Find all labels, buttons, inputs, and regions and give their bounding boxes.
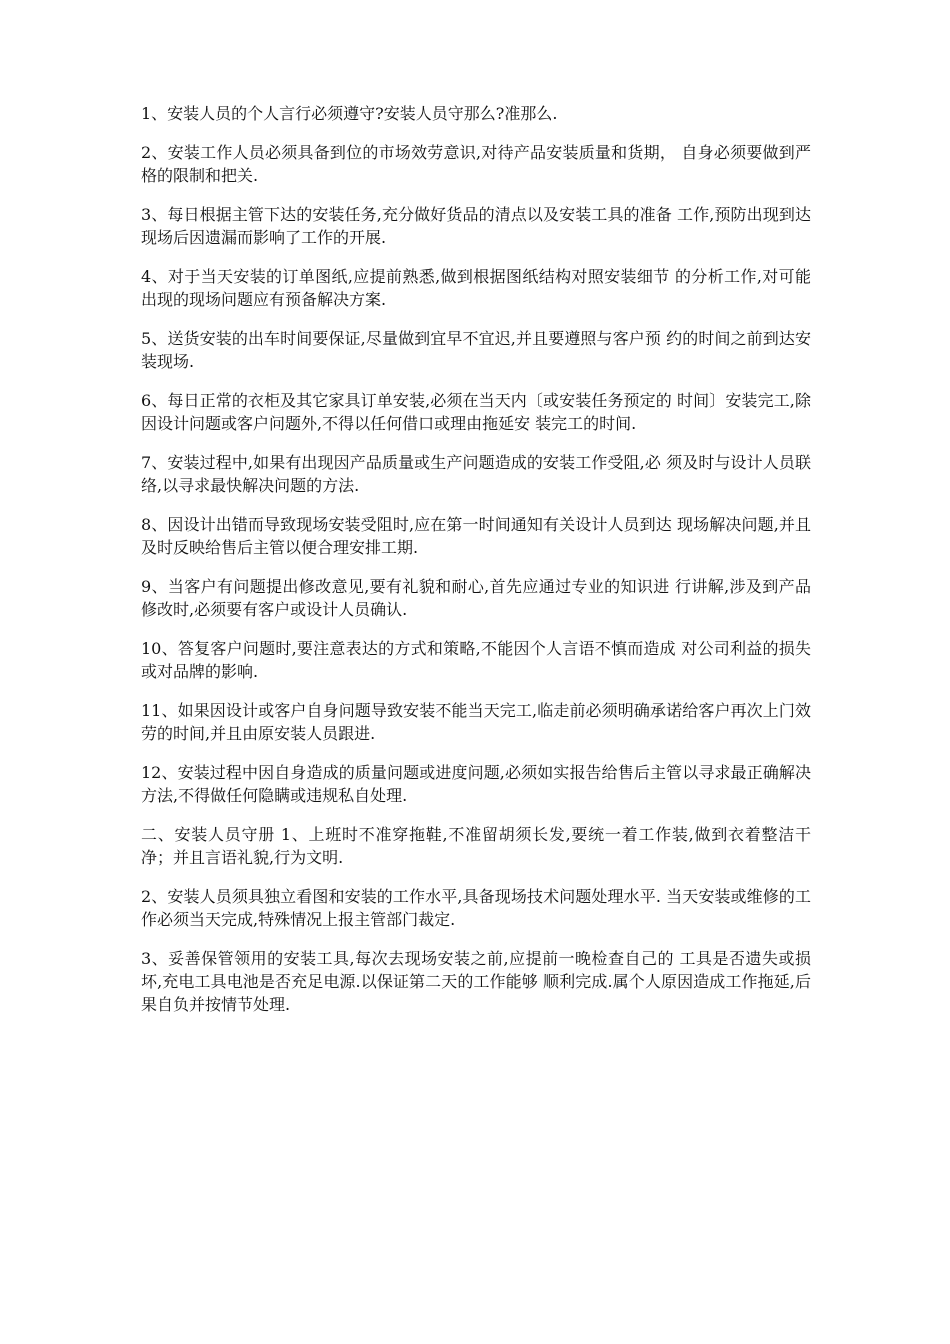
paragraph-3: 3、每日根据主管下达的安装任务,充分做好货品的清点以及安装工具的准备 工作,预防出现到达现场后因遗漏而影响了工作的开展. xyxy=(141,205,811,247)
paragraph-11: 11、如果因设计或客户自身问题导致安装不能当天完工,临走前必须明确承诺给客户再次上门效劳的时间,并且由原安装人员跟进. xyxy=(141,701,811,743)
paragraph-10: 10、答复客户问题时,要注意表达的方式和策略,不能因个人言语不慎而造成 对公司利益的损失或对品牌的影响. xyxy=(141,639,811,681)
paragraph-section-2-2: 2、安装人员须具独立看图和安装的工作水平,具备现场技术问题处理水平. 当天安装或维修的工作必须当天完成,特殊情况上报主管部门裁定. xyxy=(141,887,811,929)
paragraph-1: 1、安装人员的个人言行必须遵守?安装人员守那么?准那么. xyxy=(141,104,558,123)
paragraph-4: 4、对于当天安装的订单图纸,应提前熟悉,做到根据图纸结构对照安装细节 的分析工作,对可能出现的现场问题应有预备解决方案. xyxy=(141,267,811,309)
paragraph-section-2-1: 二、安装人员守册 1、上班时不准穿拖鞋,不准留胡须长发,要统一着工作装,做到衣着整洁干 净；并且言语礼貌,行为文明. xyxy=(141,825,817,867)
paragraph-12: 12、安装过程中因自身造成的质量问题或进度问题,必须如实报告给售后主管以寻求最正确解决方法,不得做任何隐瞒或违规私自处理. xyxy=(141,763,811,805)
paragraph-9: 9、当客户有问题提出修改意见,要有礼貌和耐心,首先应通过专业的知识进 行讲解,涉及到产品修改时,必须要有客户或设计人员确认. xyxy=(141,577,811,619)
paragraph-2: 2、安装工作人员必须具备到位的市场效劳意识,对待产品安装质量和货期， 自身必须要做到严格的限制和把关. xyxy=(141,143,811,185)
paragraph-8: 8、因设计出错而导致现场安装受阻时,应在第一时间通知有关设计人员到达 现场解决问题,并且及时反映给售后主管以便合理安排工期. xyxy=(141,515,811,557)
document-body xyxy=(141,102,817,1032)
paragraph-section-2-3: 3、妥善保管领用的安装工具,每次去现场安装之前,应提前一晚检查自己的 工具是否遗失或损坏,充电工具电池是否充足电源.以保证第二天的工作能够 顺利完成.属个人原因造成工作拖延,后果自负并按情节处理. xyxy=(141,949,811,1014)
paragraph-7: 7、安装过程中,如果有出现因产品质量或生产问题造成的安装工作受阻,必 须及时与设计人员联络,以寻求最快解决问题的方法. xyxy=(141,453,811,495)
paragraph-6: 6、每日正常的衣柜及其它家具订单安装,必须在当天内〔或安装任务预定的 时间〕安装完工,除因设计问题或客户问题外,不得以任何借口或理由拖延安 装完工的时间. xyxy=(141,391,811,433)
paragraph-5: 5、送货安装的出车时间要保证,尽量做到宜早不宜迟,并且要遵照与客户预 约的时间之前到达安装现场. xyxy=(141,329,811,371)
